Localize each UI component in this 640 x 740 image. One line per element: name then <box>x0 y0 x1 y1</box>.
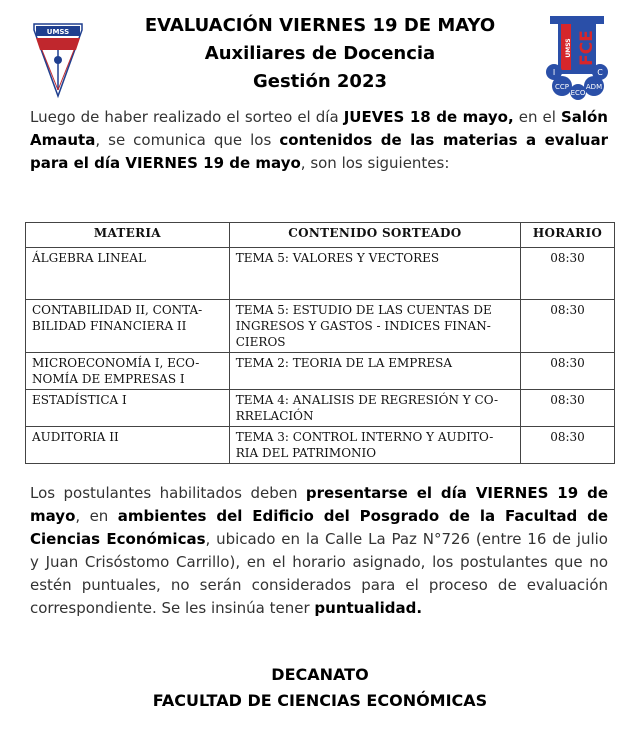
cell-materia: CONTABILIDAD II, CONTA-BILIDAD FINANCIERA II <box>26 300 230 353</box>
intro-text-4: , son los siguientes: <box>300 154 450 172</box>
document-header <box>100 12 540 96</box>
umss-shield-logo <box>30 20 86 100</box>
intro-text-1: Luego de haber realizado el sorteo el día <box>30 108 344 126</box>
cell-contenido: TEMA 5: ESTUDIO DE LAS CUENTAS DE INGRESOS Y GASTOS - INDICES FINAN-CIEROS <box>229 300 520 353</box>
notice-paragraph <box>30 482 608 620</box>
header-horario: HORARIO <box>521 223 615 248</box>
exam-schedule-table <box>25 222 615 464</box>
cell-horario: 08:30 <box>521 427 615 464</box>
intro-text-2: en el <box>513 108 561 126</box>
intro-text-3: , se comunica que los <box>95 131 280 149</box>
fce-i-text: I <box>552 68 556 77</box>
signature-block <box>0 662 640 714</box>
cell-horario: 08:30 <box>521 248 615 300</box>
table-row <box>26 353 615 390</box>
cell-materia: AUDITORIA II <box>26 427 230 464</box>
table-row <box>26 427 615 464</box>
header-materia: MATERIA <box>26 223 230 248</box>
cell-horario: 08:30 <box>521 353 615 390</box>
cell-materia: MICROECONOMÍA I, ECO-NOMÍA DE EMPRESAS I <box>26 353 230 390</box>
fce-big-text: FCE <box>577 30 597 66</box>
cell-horario: 08:30 <box>521 300 615 353</box>
cell-horario: 08:30 <box>521 390 615 427</box>
cell-contenido: TEMA 2: TEORIA DE LA EMPRESA <box>229 353 520 390</box>
cell-materia: ÁLGEBRA LINEAL <box>26 248 230 300</box>
cell-contenido: TEMA 4: ANALISIS DE REGRESIÓN Y CO-RRELACIÓN <box>229 390 520 427</box>
fce-logo <box>544 14 610 100</box>
fce-adm-text: ADM <box>585 83 603 91</box>
footer-faculty: FACULTAD DE CIENCIAS ECONÓMICAS <box>152 691 488 710</box>
fce-c-text: C <box>597 68 603 77</box>
cell-materia: ESTADÍSTICA I <box>26 390 230 427</box>
notice-text-2: , en <box>75 507 118 525</box>
notice-text-1: Los postulantes habilitados deben <box>30 484 306 502</box>
shield-text: UMSS <box>46 28 70 36</box>
table-row <box>26 248 615 300</box>
header-title: EVALUACIÓN VIERNES 19 DE MAYO <box>144 15 496 36</box>
footer-office: DECANATO <box>271 665 369 684</box>
fce-side-text: UMSS <box>565 38 572 58</box>
notice-bold-date: presentarse el día VIERNES 19 de mayo <box>30 484 608 525</box>
fce-eco-text: ECO <box>570 89 586 97</box>
cell-contenido: TEMA 3: CONTROL INTERNO Y AUDITO-RIA DEL PATRIMONIO <box>229 427 520 464</box>
cell-contenido: TEMA 5: VALORES Y VECTORES <box>229 248 520 300</box>
intro-bold-place: Salón Amauta <box>30 108 608 149</box>
intro-paragraph <box>30 106 608 175</box>
fce-ccp-text: CCP <box>555 83 569 91</box>
header-contenido: CONTENIDO SORTEADO <box>229 223 520 248</box>
table-row <box>26 300 615 353</box>
header-subtitle: Auxiliares de Docencia <box>204 43 436 64</box>
table-row <box>26 390 615 427</box>
header-year: Gestión 2023 <box>252 71 387 92</box>
notice-text-3: , ubicado en la Calle La Paz N°726 (entre 16 de julio y Juan Crisóstomo Carrillo), en el horario asignado, los postulantes que no estén puntuales, no serán considerados para el proceso de evaluación correspondiente. Se les insinúa tener <box>30 530 608 617</box>
intro-bold-date: JUEVES 18 de mayo, <box>343 108 514 126</box>
intro-bold-contents: contenidos de las materias a evaluar para el día VIERNES 19 de mayo <box>30 131 608 172</box>
notice-bold-punctuality: puntualidad. <box>314 599 423 617</box>
notice-bold-place: ambientes del Edificio del Posgrado de la Facultad de Ciencias Económicas <box>30 507 608 548</box>
table-header-row <box>26 223 615 248</box>
